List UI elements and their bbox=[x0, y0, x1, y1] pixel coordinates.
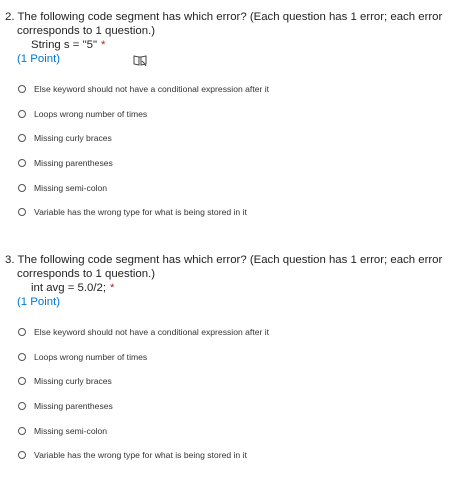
question-code-line bbox=[31, 281, 467, 295]
option-else-keyword[interactable] bbox=[18, 77, 467, 102]
radio-unchecked-icon[interactable] bbox=[18, 377, 26, 385]
question-3 bbox=[5, 253, 467, 468]
option-label: Missing semi-colon bbox=[34, 425, 108, 436]
question-title: 3. The following code segment has which error? (Each question has 1 error; each error corresponds to 1 question.) bbox=[5, 254, 443, 280]
option-variable-wrong-type[interactable] bbox=[18, 200, 467, 225]
radio-unchecked-icon[interactable] bbox=[18, 427, 26, 435]
option-variable-wrong-type[interactable] bbox=[18, 443, 467, 468]
option-missing-semi-colon[interactable] bbox=[18, 175, 467, 200]
option-label: Missing parentheses bbox=[34, 401, 113, 412]
question-points: (1 Point) bbox=[17, 296, 61, 308]
radio-unchecked-icon[interactable] bbox=[18, 110, 26, 118]
option-missing-parentheses[interactable] bbox=[18, 394, 467, 419]
option-missing-curly-braces[interactable] bbox=[18, 369, 467, 394]
option-label: Variable has the wrong type for what is being stored in it bbox=[34, 450, 247, 461]
radio-unchecked-icon[interactable] bbox=[18, 353, 26, 361]
question-code: int avg = 5.0/2; bbox=[31, 282, 107, 294]
option-loops-wrong[interactable] bbox=[18, 345, 467, 370]
required-marker: * bbox=[110, 282, 115, 294]
option-label: Else keyword should not have a conditional expression after it bbox=[34, 84, 270, 95]
option-label: Missing semi-colon bbox=[34, 182, 108, 193]
radio-unchecked-icon[interactable] bbox=[18, 402, 26, 410]
option-label: Else keyword should not have a conditional expression after it bbox=[34, 327, 270, 338]
radio-unchecked-icon[interactable] bbox=[18, 159, 26, 167]
option-else-keyword[interactable] bbox=[18, 320, 467, 345]
radio-unchecked-icon[interactable] bbox=[18, 184, 26, 192]
option-missing-parentheses[interactable] bbox=[18, 151, 467, 176]
option-label: Loops wrong number of times bbox=[34, 108, 148, 119]
option-missing-semi-colon[interactable] bbox=[18, 418, 467, 443]
option-loops-wrong[interactable] bbox=[18, 102, 467, 127]
option-label: Missing parentheses bbox=[34, 158, 113, 169]
immersive-reader-icon[interactable] bbox=[114, 40, 128, 52]
options-list bbox=[18, 320, 467, 468]
option-label: Loops wrong number of times bbox=[34, 351, 148, 362]
options-list bbox=[18, 77, 467, 225]
radio-unchecked-icon[interactable] bbox=[18, 328, 26, 336]
question-points: (1 Point) bbox=[17, 53, 61, 65]
radio-unchecked-icon[interactable] bbox=[18, 208, 26, 216]
option-label: Missing curly braces bbox=[34, 376, 112, 387]
option-label: Variable has the wrong type for what is being stored in it bbox=[34, 207, 247, 218]
radio-unchecked-icon[interactable] bbox=[18, 85, 26, 93]
question-title: 2. The following code segment has which error? (Each question has 1 error; each error corresponds to 1 question.) bbox=[5, 11, 443, 37]
option-missing-curly-braces[interactable] bbox=[18, 126, 467, 151]
question-2 bbox=[5, 10, 467, 225]
radio-unchecked-icon[interactable] bbox=[18, 134, 26, 142]
option-label: Missing curly braces bbox=[34, 133, 112, 144]
required-marker: * bbox=[101, 39, 106, 51]
question-code-line bbox=[31, 38, 467, 52]
radio-unchecked-icon[interactable] bbox=[18, 451, 26, 459]
question-code: String s = "5" bbox=[31, 39, 98, 51]
